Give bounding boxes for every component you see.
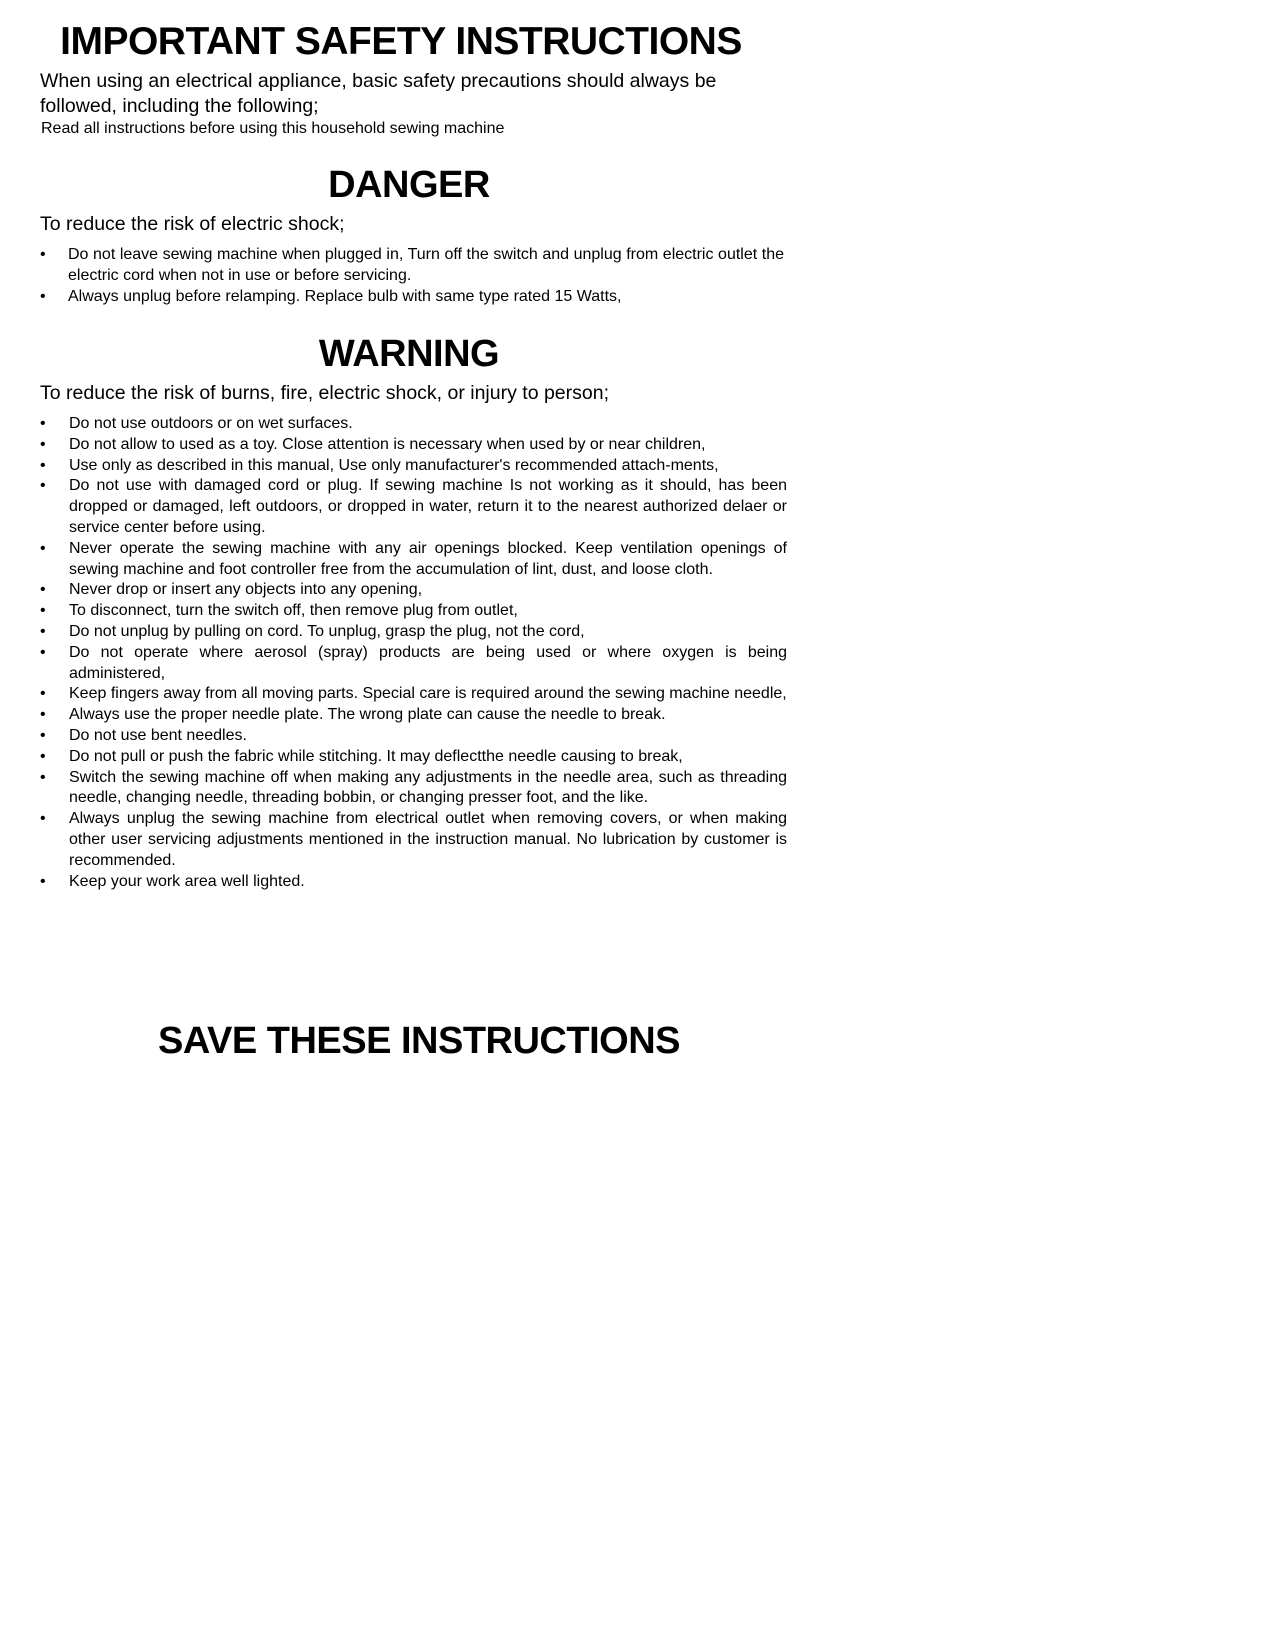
list-item — [40, 539, 787, 581]
list-item-text: Always unplug the sewing machine from electrical outlet when removing covers, or when making other user servicing adjustments mentioned in the instruction manual. No lubrication by customer is recommended. — [69, 810, 787, 869]
list-item — [40, 809, 787, 871]
list-item — [40, 622, 787, 643]
danger-heading: DANGER — [328, 164, 490, 206]
list-item-text: Do not use bent needles. — [69, 726, 247, 744]
intro-note: Read all instructions before using this household sewing machine — [41, 120, 505, 137]
bullet-icon: • — [40, 643, 46, 661]
bullet-icon: • — [40, 747, 46, 765]
intro-text: When using an electrical appliance, basic safety precautions should always be followed, including the following; — [40, 70, 717, 117]
list-item — [40, 476, 787, 538]
bullet-icon: • — [40, 456, 46, 474]
list-item — [40, 601, 787, 622]
list-item-text: Always use the proper needle plate. The wrong plate can cause the needle to break. — [69, 706, 666, 724]
list-item-text: Keep your work area well lighted. — [69, 872, 305, 890]
list-item — [40, 684, 787, 705]
list-item — [40, 747, 787, 768]
list-item — [40, 580, 787, 601]
list-item — [40, 456, 787, 477]
list-item-text: Do not allow to used as a toy. Close attention is necessary when used by or near children, — [69, 435, 706, 453]
list-item — [40, 705, 787, 726]
bullet-icon: • — [40, 287, 46, 305]
list-item-text: Do not operate where aerosol (spray) products are being used or where oxygen is being administered, — [69, 643, 787, 682]
list-item — [40, 287, 784, 308]
list-item-text: Keep fingers away from all moving parts. Special care is required around the sewing machine needle, — [69, 685, 787, 703]
list-item — [40, 643, 787, 685]
list-item-text: Use only as described in this manual, Use only manufacturer's recommended attach-ments, — [69, 456, 719, 474]
list-item-text: Never drop or insert any objects into any opening, — [69, 581, 423, 599]
bullet-icon: • — [40, 415, 46, 432]
bullet-icon: • — [40, 435, 46, 453]
warning-lead: To reduce the risk of burns, fire, electric shock, or injury to person; — [40, 382, 609, 404]
closing-heading: SAVE THESE INSTRUCTIONS — [158, 1020, 680, 1062]
warning-list — [40, 414, 787, 892]
list-item — [40, 872, 787, 893]
list-item-text: Always unplug before relamping. Replace bulb with same type rated 15 Watts, — [68, 287, 622, 305]
bullet-icon: • — [40, 581, 46, 599]
bullet-icon: • — [40, 602, 46, 620]
list-item — [40, 414, 787, 435]
bullet-icon: • — [40, 685, 46, 703]
bullet-icon: • — [40, 539, 46, 557]
list-item-text: Do not use with damaged cord or plug. If sewing machine Is not working as it should, has been dropped or damaged, left outdoors, or dropped in water, return it to the nearest authorized delaer or service center before using. — [69, 477, 787, 536]
list-item — [40, 726, 787, 747]
bullet-icon: • — [40, 706, 46, 724]
list-item-text: To disconnect, turn the switch off, then remove plug from outlet, — [69, 602, 518, 620]
list-item-text: Do not leave sewing machine when plugged in, Turn off the switch and unplug from electric outlet the electric cord when not in use or before servicing. — [68, 246, 784, 284]
bullet-icon: • — [40, 477, 46, 495]
list-item — [40, 245, 784, 287]
list-item-text: Do not use outdoors or on wet surfaces. — [69, 415, 353, 432]
list-item-text: Never operate the sewing machine with any air openings blocked. Keep ventilation openings of sewing machine and foot controller free from the accumulation of lint, dust, and loose cloth. — [69, 539, 787, 578]
list-item-text: Do not unplug by pulling on cord. To unplug, grasp the plug, not the cord, — [69, 622, 585, 640]
bullet-icon: • — [40, 726, 46, 744]
list-item — [40, 435, 787, 456]
list-item-text: Do not pull or push the fabric while stitching. It may deflectthe needle causing to break, — [69, 747, 683, 765]
bullet-icon: • — [40, 246, 46, 263]
bullet-icon: • — [40, 810, 46, 828]
bullet-icon: • — [40, 768, 46, 786]
danger-lead: To reduce the risk of electric shock; — [40, 213, 345, 235]
warning-heading: WARNING — [318, 333, 500, 375]
page-title: IMPORTANT SAFETY INSTRUCTIONS — [60, 20, 742, 63]
bullet-icon: • — [40, 622, 46, 640]
danger-list — [40, 245, 784, 307]
list-item — [40, 768, 787, 810]
bullet-icon: • — [40, 872, 46, 890]
list-item-text: Switch the sewing machine off when making any adjustments in the needle area, such as threading needle, changing needle, threading bobbin, or changing presser foot, and the like. — [69, 768, 787, 807]
